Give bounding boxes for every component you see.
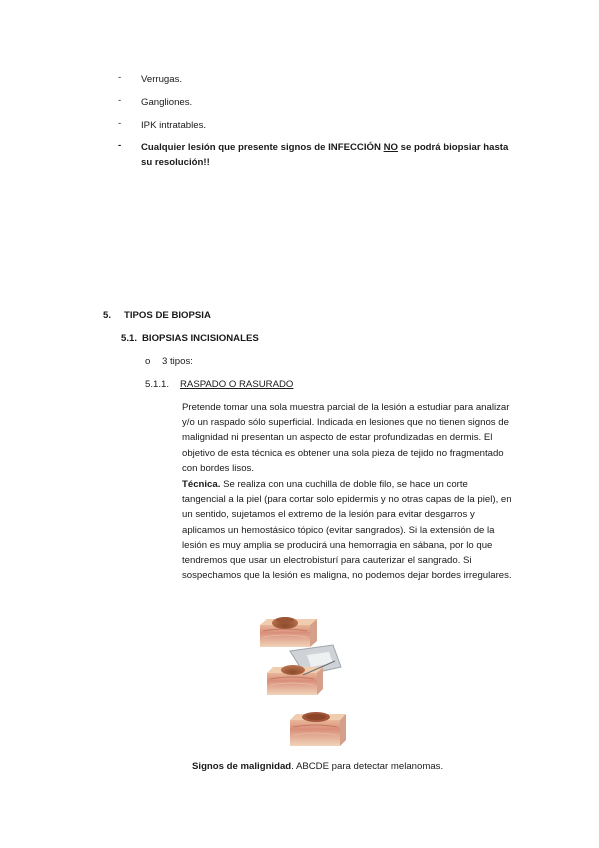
paragraph-raspado <box>182 400 512 476</box>
section-5-1-1-title: RASPADO O RASURADO <box>180 379 294 390</box>
skin-block-1 <box>260 617 317 647</box>
caption-label: Signos de malignidad <box>192 761 292 772</box>
section-5-1-title: BIOPSIAS INCISIONALES <box>142 333 259 344</box>
section-5-number: 5. <box>103 310 112 321</box>
bullet-infeccion-b: se podrá biopsiar hasta <box>397 142 509 153</box>
tecnica-text: Se realiza con una cuchilla de doble filo, se hace un corte tangencial a la piel (para cortar solo epidermis y no otras capas de la piel), en un sentido, sujetamos el extremo de la lesión para evitar desgarros y aplicamos un hemostásico tópico (evitar sangrados). Si la extensión de la lesión es muy amplia se producirá una hemorragia en sábana, por lo que tendremos que usar un electrobisturí para cauterizar el sangrado. Si sospechamos que la lesión es maligna, no podemos dejar bordes irregulares. <box>182 479 512 582</box>
section-5-title: TIPOS DE BIOPSIA <box>124 310 211 321</box>
caption-text: . ABCDE para detectar melanomas. <box>291 761 444 772</box>
paragraph-tecnica <box>182 477 512 583</box>
bullet-infeccion <box>141 140 521 170</box>
section-5-1-number: 5.1. <box>121 333 138 344</box>
paragraph-raspado-text: Pretende tomar una sola muestra parcial de la lesión a estudiar para analizar y/o un raspado sólo superficial. Indicada en lesiones que no tienen signos de malignidad ni presentan un aspecto de estar profundizadas en dermis. El objetivo de esta técnica es obtener una sola pieza de tejido no fragmentado con bordes lisos. <box>182 402 510 474</box>
bullet-dash: - <box>118 140 122 151</box>
bullet-infeccion-no: NO <box>383 142 398 153</box>
bullet-ipk: IPK intratables. <box>141 120 207 131</box>
skin-block-3 <box>290 712 346 746</box>
bullet-dash: - <box>118 118 122 129</box>
bullet-infeccion-c: su resolución!! <box>141 157 210 168</box>
bullet-dash: - <box>118 72 122 83</box>
section-5-1-1-number: 5.1.1. <box>145 379 170 390</box>
bullet-verrugas: Verrugas. <box>141 74 183 85</box>
bullet-infeccion-a: Cualquier lesión que presente signos de INFECCIÓN <box>141 142 384 153</box>
figure-caption <box>192 761 443 772</box>
bullet-gangliones: Gangliones. <box>141 97 193 108</box>
biopsy-illustration <box>245 605 365 755</box>
bullet-o-marker: o <box>145 356 151 367</box>
tecnica-label: Técnica. <box>182 479 221 490</box>
bullet-o-text: 3 tipos: <box>162 356 193 367</box>
bullet-dash: - <box>118 95 122 106</box>
